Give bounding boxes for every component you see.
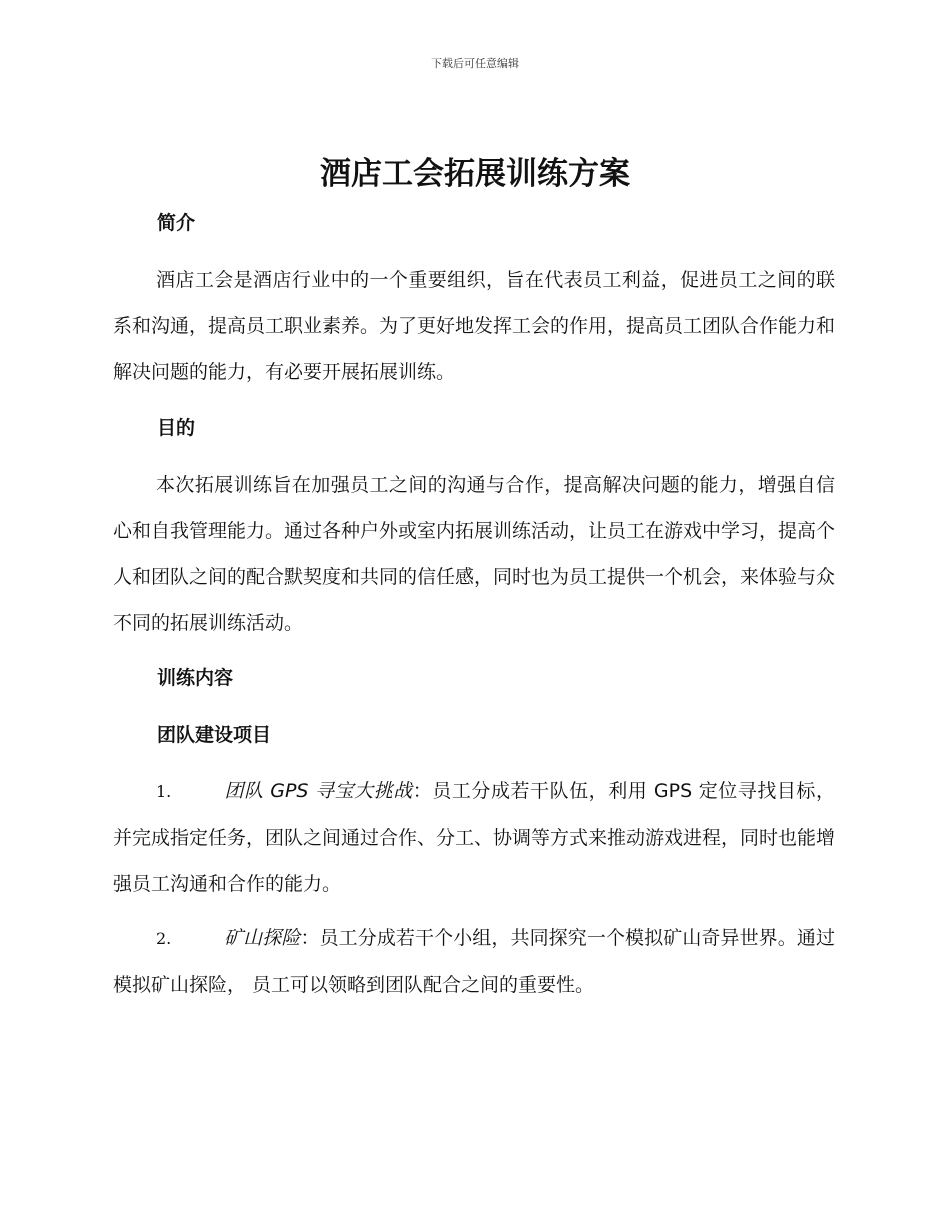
item-number: 2. xyxy=(156,929,172,948)
item-name: 团队 GPS 寻宝大挑战 xyxy=(224,780,413,802)
purpose-heading: 目的 xyxy=(157,417,196,439)
item-separator: ： xyxy=(412,780,433,802)
item-name: 矿山探险 xyxy=(224,927,301,949)
list-item xyxy=(113,915,835,1008)
item-number: 1. xyxy=(156,782,172,801)
team-building-subheading: 团队建设项目 xyxy=(157,724,272,746)
intro-paragraph: 酒店工会是酒店行业中的一个重要组织，旨在代表员工利益，促进员工之间的联系和沟通，提高员工职业素养。为了更好地发挥工会的作用，提高员工团队合作能力和解决问题的能力，有必要开展拓展训练。 xyxy=(113,269,836,383)
intro-heading: 简介 xyxy=(157,212,196,234)
item-text: 员工分成若干个小组，共同探究一个模拟矿山奇异世界。通过模拟矿山探险， 员工可以领略到团队配合之间的重要性。 xyxy=(113,927,835,996)
purpose-paragraph: 本次拓展训练旨在加强员工之间的沟通与合作，提高解决问题的能力，增强自信心和自我管理能力。通过各种户外或室内拓展训练活动，让员工在游戏中学习，提高个人和团队之间的配合默契度和共同的信任感，同时也为员工提供一个机会，来体验与众不同的拓展训练活动。 xyxy=(113,474,836,634)
item-text: 员工分成若干队伍，利用 GPS 定位寻找目标，并完成指定任务，团队之间通过合作、分工、协调等方式来推动游戏进程，同时也能增强员工沟通和合作的能力。 xyxy=(113,780,836,895)
document-title: 酒店工会拓展训练方案 xyxy=(320,156,630,192)
list-item xyxy=(113,768,835,907)
content-heading: 训练内容 xyxy=(157,667,234,689)
header-note: 下载后可任意编辑 xyxy=(431,57,519,70)
item-separator: ： xyxy=(300,927,320,949)
